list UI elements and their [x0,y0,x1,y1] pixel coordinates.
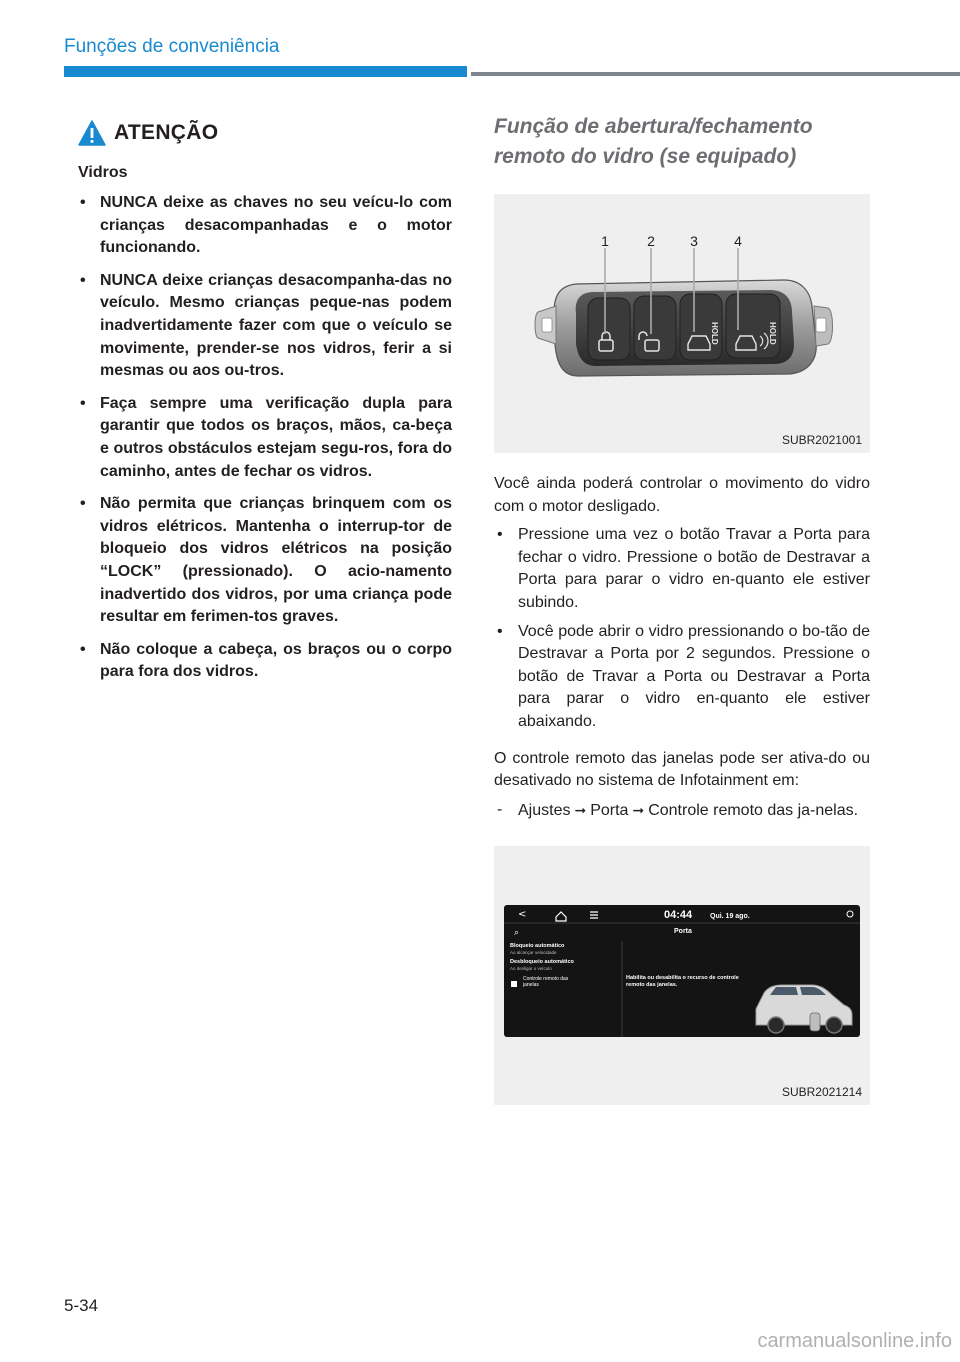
instruction-item: • Você pode abrir o vidro pressionando o bo-tão de Destravar a Porta por 2 segundos. Pressione o botão de Travar a Porta ou Destravar a Porta para parar o vidro en-quanto ele estiver abaixando. [497,622,870,730]
hold-label: HOLD [768,322,777,345]
instruction-item: • Pressione uma vez o botão Travar a Porta para fechar o vidro. Pressione o botão de Destravar a Porta para parar o vidro en-quanto ele estiver subindo. [497,526,870,611]
settings-paragraph: O controle remoto das janelas pode ser ativa-do ou desativado no sistema de Infotainment em: [494,749,870,790]
path-step: Ajustes [518,801,571,819]
warning-item: • Faça sempre uma verificação dupla para garantir que todos os braços, mãos, ca-beça e outros obstáculos estejam segu-ros, fora do caminho, antes de fechar os vidros. [80,394,452,480]
menu-item-sub: Ao alcançar velocidade [510,950,557,956]
warning-triangle-icon [78,120,106,146]
warning-item: • NUNCA deixe as chaves no seu veícu-lo com crianças desacompanhadas e o motor funcionando. [80,194,452,257]
warning-item: • NUNCA deixe crianças desacompanha-das no veículo. Mesmo crianças peque-nas podem inadvertidamente fazer com que o veículo se movimente, prender-se nos vidros, ferir a si mesmas ou aos ou-tros. [80,271,452,380]
path-step: Controle remoto das ja-nelas. [648,801,859,819]
home-icon [556,912,566,921]
menu-item-label: Bloqueio automático [510,943,565,950]
back-icon: < [518,909,527,921]
menu-item-sub: Ao desligar o veículo [510,966,552,972]
callout-2: 2 [647,233,655,249]
warning-title: ATENÇÃO [114,121,219,144]
path-step: Porta [590,801,629,819]
page-number: 5-34 [64,1296,99,1315]
callout-3: 3 [690,233,698,249]
warning-item: • Não coloque a cabeça, os braços ou o corpo para fora dos vidros. [80,640,452,681]
arrow-right-icon: ➞ [574,801,587,818]
infotainment-screen [504,905,860,1037]
warning-subtitle: Vidros [78,164,128,181]
function-section [494,112,870,1105]
clock: 04:44 [664,909,693,922]
callout-4: 4 [734,233,742,249]
settings-path: - Ajustes ➞ Porta ➞ Controle remoto das ja-nelas. [494,799,870,823]
warning-box [78,118,452,694]
search-icon: ⌕ [514,928,520,939]
date: Qui. 19 ago. [710,913,750,921]
header-bar-gray [471,72,960,76]
menu-item-label: Desbloqueio automático [510,959,574,966]
hold-label: HOLD [710,322,719,345]
instruction-list [494,524,870,733]
figure-code: SUBR2021214 [781,1085,862,1100]
function-title: Função de abertura/fechamento remoto do vidro (se equipado) [494,115,813,168]
callout-1: 1 [601,233,609,249]
intro-paragraph: Você ainda poderá controlar o movimento do vidro com o motor desligado. [494,475,870,515]
car-illustration [756,985,852,1033]
settings-icon [847,911,853,917]
menu-icon [590,912,598,918]
arrow-right-icon: ➞ [632,801,645,818]
key-fob-illustration [494,194,870,453]
option-checkbox [511,981,517,987]
watermark: carmanualsonline.info [757,1330,952,1352]
screen-title: Porta [674,928,692,936]
warning-item: • Não permita que crianças brinquem com os vidros elétricos. Mantenha o interrup-tor de bloqueio dos vidros elétricos na posição “LOCK” (pressionado). O acio-namento inadvertido dos vidros, por uma criança pode resultar em ferimen-tos graves. [80,495,452,626]
section-title: Funções de conveniência [64,36,280,57]
option-description: Habilita ou desabilita o recurso de controle remoto das janelas. [626,975,739,989]
infotainment-figure [494,846,870,1105]
key-fob-figure [494,194,870,453]
figure-code: SUBR2021001 [781,433,862,447]
option-label: Controle remoto das janelas [523,976,569,989]
header-bar-blue [64,66,467,77]
warning-list [78,192,452,684]
warning-header [78,118,452,148]
